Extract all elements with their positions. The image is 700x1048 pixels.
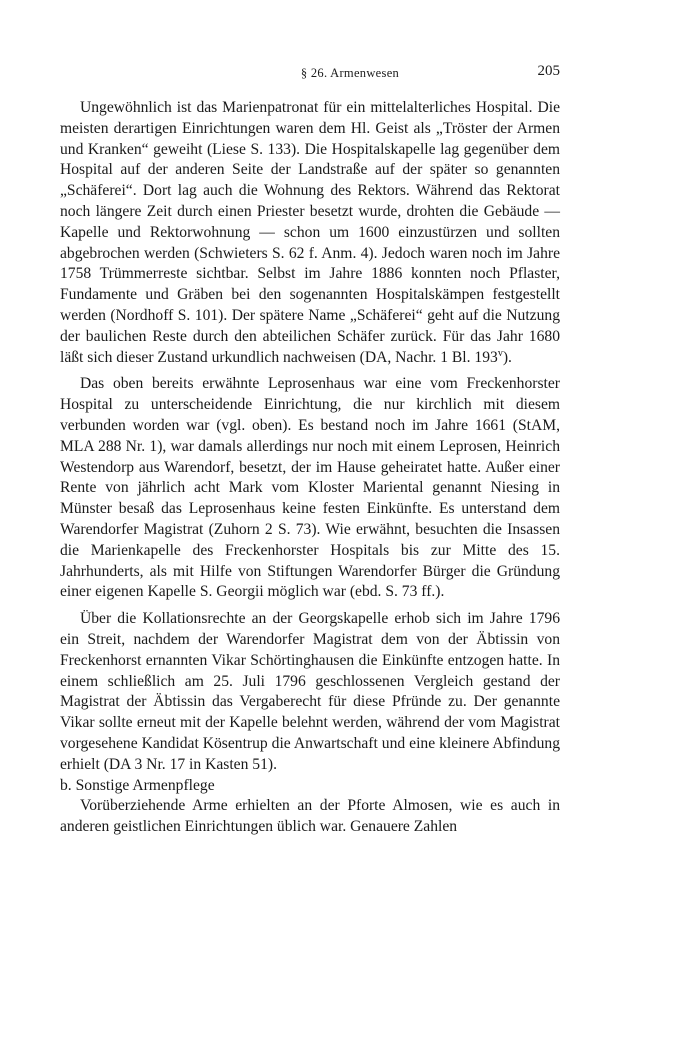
- paragraph: Über die Kollationsrechte an der Georgskapelle erhob sich im Jahre 1796 ein Streit, nachdem der Warendorfer Magistrat dem von der Äbtissin von Freckenhorst ernannten Vikar Schörtinghausen die Einkünfte entzogen hatte. In einem schließlich am 25. Juli 1796 geschlossenen Vergleich gestand der Magistrat der Äbtissin das Vergaberecht für diese Pfründe zu. Der genannte Vikar sollte erneut mit der Kapelle belehnt werden, während der vom Magistrat vorgesehene Kandidat Kösentrup die Anwartschaft und eine kleinere Abfindung erhielt (DA 3 Nr. 17 in Kasten 51).: [60, 610, 560, 773]
- paragraph: Das oben bereits erwähnte Leprosenhaus war eine vom Freckenhorster Hospital zu unterscheidende Einrichtung, die nur kirchlich mit diesem verbunden worden war (vgl. oben). Es bestand noch im Jahre 1661 (StAM, MLA 288 Nr. 1), war damals allerdings nur noch mit einem Leprosen, Heinrich Westendorp aus Warendorf, besetzt, der im Hause geheiratet hatte. Außer einer Rente von jährlich acht Mark vom Kloster Mariental genannt Niesing in Münster besaß das Leprosenhaus keine festen Einkünfte. Es unterstand dem Warendorfer Magistrat (Zuhorn 2 S. 73). Wie erwähnt, besuchten die Insassen die Marienkapelle des Freckenhorster Hospitals bis zur Mitte des 15. Jahrhunderts, als mit Hilfe von Stiftungen Warendorfer Bürger die Gründung einer eigenen Kapelle S. Georgii möglich war (ebd. S. 73 ff.).: [60, 375, 560, 601]
- paragraph-tail: ).: [502, 348, 512, 366]
- paragraph: Vorüberziehende Arme erhielten an der Pforte Almosen, wie es auch in anderen geistlichen Einrichtungen üblich war. Genauere Zahlen: [60, 797, 560, 836]
- running-title: § 26. Armenwesen: [300, 66, 400, 80]
- body-text: [60, 98, 560, 838]
- section-heading: b. Sonstige Armenpflege: [60, 776, 215, 794]
- superscript: v: [497, 347, 503, 359]
- page-number: 205: [537, 63, 560, 79]
- paragraph-text: Ungewöhnlich ist das Marienpatronat für ein mittelalterliches Hospital. Die meisten derartigen Einrichtungen waren dem Hl. Geist als „Tröster der Armen und Kranken“ geweiht (Liese S. 133). Die Hospitalskapelle lag gegenüber dem Hospital auf der anderen Seite der Landstraße auf der später so genannten „Schäferei“. Dort lag auch die Wohnung des Rektors. Während das Rektorat noch längere Zeit durch einen Priester besetzt wurde, drohten die Gebäude — Kapelle und Rektorwohnung — schon um 1600 einzustürzen und sollten abgebrochen werden (Schwieters S. 62 f. Anm. 4). Jedoch waren noch im Jahre 1758 Trümmerreste sichtbar. Selbst im Jahre 1886 konnten noch Pflaster, Fundamente und Gräben bei den sogenannten Hospitalskämpen festgestellt werden (Nordhoff S. 101). Der spätere Name „Schäferei“ geht auf die Nutzung der baulichen Reste durch den abteilichen Schäfer zurück. Für das Jahr 1680 läßt sich dieser Zustand urkundlich nachweisen (DA, Nachr. 1 Bl. 193: [60, 99, 560, 366]
- paragraph: [60, 98, 560, 368]
